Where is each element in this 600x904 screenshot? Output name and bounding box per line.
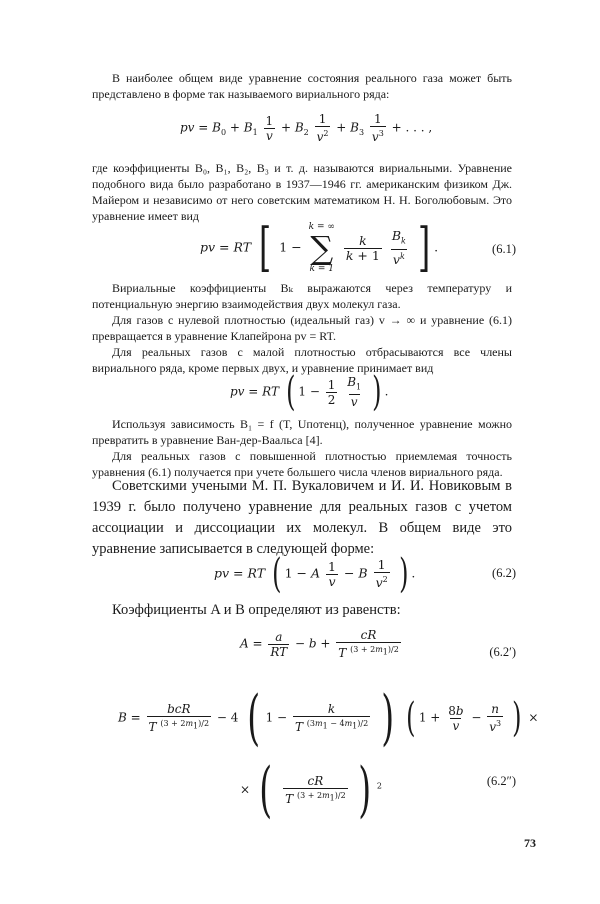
paragraph-text: Вириальные коэффициенты Bₖ выражаются через температуру и потенциальную энергию взаимодействия двух молекул газа. bbox=[92, 281, 512, 311]
paragraph-text: Используя зависимость B₁ = f (T, Uпотенц), полученное уравнение можно превратить в уравнение Ван-дер-Ваальса [4]. bbox=[92, 417, 512, 447]
formula-6-2-double-prime-line2: × ( $\frac{cR}{T ^{(3 + 2m_1)/2}}$ ) $^2$ bbox=[240, 755, 382, 825]
paragraph-vukalovich-novikov bbox=[92, 476, 512, 560]
paragraph-coefficients-a-b bbox=[92, 600, 512, 621]
paragraph-text: Для газов с нулевой плотностью (идеальный газ) v → ∞ и уравнение (6.1) превращается в уравнение Клапейрона pv = RT. bbox=[92, 313, 512, 343]
formula-6-2-prime: A = $\frac{a}{RT}$ − b + $\frac{cR}{T ^{(3 + 2m_1)/2}}$ bbox=[240, 628, 399, 660]
paragraph-text: Для реальных газов с повышенной плотностью приемлемая точность уравнения (6.1) получается при учете большего числа членов вириального ряда. bbox=[92, 449, 512, 479]
paragraph-text: Для реальных газов с малой плотностью отбрасываются все члены вириального ряда, кроме первых двух, и уравнение принимает вид bbox=[92, 345, 512, 375]
paragraph-virial-intro bbox=[92, 70, 512, 102]
equation-number-6-2: (6.2) bbox=[492, 566, 516, 580]
equation-number-6-1: (6.1) bbox=[492, 242, 516, 256]
paragraph-text: В наиболее общем виде уравнение состояния реального газа может быть представлено в форме так называемого вириального ряда: bbox=[92, 71, 512, 101]
equation-number-6-2-double-prime: (6.2″) bbox=[486, 774, 516, 788]
paragraph-mayer-bogolyubov bbox=[92, 160, 512, 224]
equation-number-6-2-prime: (6.2′) bbox=[489, 645, 516, 659]
formula-6-2-double-prime-line1: B = $\frac{\text{bcR}}{T ^{(3 + 2m_1)/2}}$ − 4 ( 1 − $\frac{k}{T ^{(3m_1 - 4m_1)/2}}$ ) ( 1 + $\frac{8b}{v}$ − $\frac{n}{v^3}$ ) × bbox=[118, 683, 539, 753]
paragraph-text: Коэффициенты A и B определяют из равенств: bbox=[112, 602, 401, 618]
formula-6-2: pv = RT ( 1 − A $\frac{1}{v}$ − B $\frac{1}{v^2}$ ) . bbox=[214, 551, 416, 597]
formula-6-1: pv = RT [ 1 − k = ∞ ∑ k = 1 $\frac{k}{k + 1}$ $\frac{B_k}{v^k}$ ] . bbox=[200, 218, 439, 278]
paragraph-group-van-der-waals bbox=[92, 416, 512, 480]
paragraph-group-coefficients bbox=[92, 280, 512, 376]
page-number: 73 bbox=[524, 836, 536, 850]
paragraph-text: Советскими учеными М. П. Вукаловичем и И. И. Новиковым в 1939 г. было получено уравнение для реальных газов с учетом ассоциации и диссоциации их молекул. В общем виде это уравнение записывается в следующей форме: bbox=[92, 478, 512, 557]
formula-low-density: pv = RT ( 1 − $\frac{1}{2}$ $\frac{B_1}{v}$ ) . bbox=[230, 369, 389, 415]
paragraph-text: где коэффициенты B₀, B₁, B₂, B₃ и т. д. называются вириальными. Уравнение подобного вида было разработано в 1937—1946 гг. американским физиком Дж. Майером и независимо от него советским математиком Н. Н. Боголюбовым. Это уравнение имеет вид bbox=[92, 161, 512, 223]
formula-virial-series: pv = $B_0 + B_1$ $\frac{1}{v}$ + $B_2$ $\frac{1}{v^2}$ + $B_3$ $\frac{1}{v^3}$ + . . . , bbox=[180, 112, 433, 144]
